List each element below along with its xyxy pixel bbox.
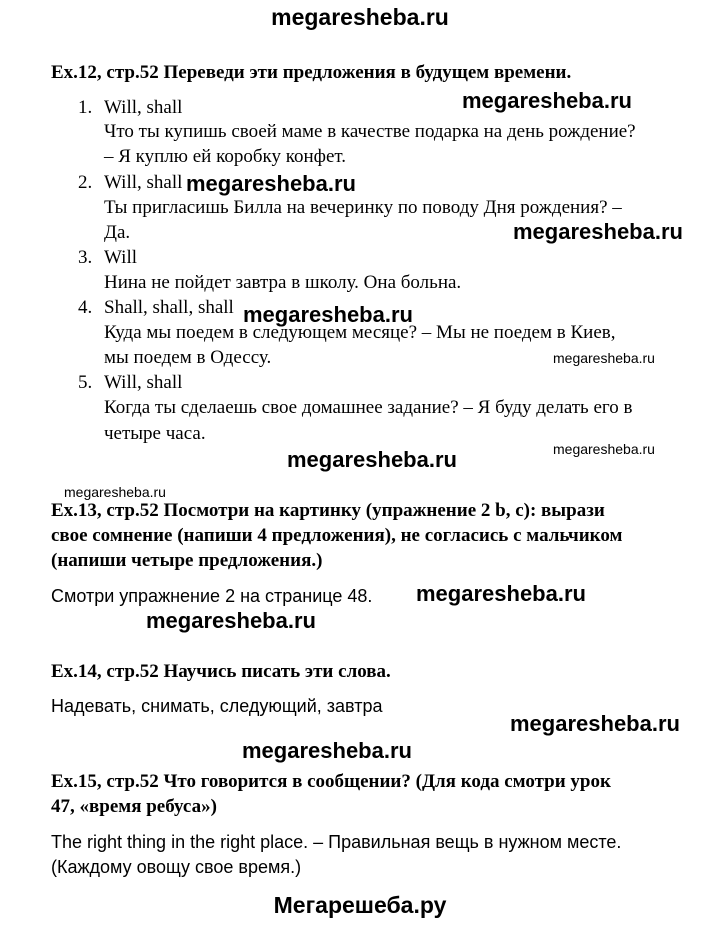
ex13-answer: Смотри упражнение 2 на странице 48.	[51, 586, 373, 606]
ex12-item-4-answer: Shall, shall, shall	[104, 297, 234, 318]
ex12-item-3-number: 3.	[78, 247, 93, 268]
ex14-title: Ex.14, стр.52 Научись писать эти слова.	[51, 661, 391, 682]
watermark: megaresheba.ru	[64, 484, 166, 500]
watermark: megaresheba.ru	[510, 711, 680, 736]
ex15-answer-line-2: (Каждому овощу свое время.)	[51, 857, 302, 877]
ex12-item-2-number: 2.	[78, 172, 93, 193]
ex14-answer: Надевать, снимать, следующий, завтра	[51, 696, 383, 716]
watermark: megaresheba.ru	[513, 219, 683, 244]
ex12-item-2-line-1: Ты пригласишь Билла на вечеринку по поводу Дня рождения? –	[104, 197, 622, 218]
footer-site-title: Мегарешеба.ру	[273, 892, 447, 918]
ex12-item-4-line-2: мы поедем в Одессу.	[104, 347, 272, 368]
watermark: megaresheba.ru	[553, 441, 655, 457]
ex12-item-2-answer: Will, shall	[104, 172, 183, 193]
ex13-title-line-1: Ex.13, стр.52 Посмотри на картинку (упражнение 2 b, c): вырази	[51, 500, 605, 521]
ex13-title-line-2: свое сомнение (напиши 4 предложения), не согласись с мальчиком	[51, 525, 623, 546]
watermark: megaresheba.ru	[462, 88, 632, 113]
ex12-item-4-number: 4.	[78, 297, 93, 318]
watermark: megaresheba.ru	[242, 738, 412, 763]
watermark: megaresheba.ru	[146, 608, 316, 633]
ex12-item-5-line-2: четыре часа.	[104, 423, 206, 444]
header-site-title: megaresheba.ru	[271, 4, 449, 30]
ex12-item-1-line-1: Что ты купишь своей маме в качестве подарка на день рождение?	[104, 121, 636, 142]
ex12-item-2-line-2: Да.	[104, 222, 131, 243]
ex12-item-1-number: 1.	[78, 97, 93, 118]
ex12-item-1-answer: Will, shall	[104, 97, 183, 118]
ex13-title-line-3: (напиши четыре предложения.)	[51, 550, 323, 571]
watermark: megaresheba.ru	[553, 350, 655, 366]
watermark: megaresheba.ru	[186, 171, 356, 196]
ex12-title: Ex.12, стр.52 Переведи эти предложения в будущем времени.	[51, 62, 572, 83]
watermark: megaresheba.ru	[416, 581, 586, 606]
watermark: megaresheba.ru	[287, 447, 457, 472]
ex12-item-4-line-1: Куда мы поедем в следующем месяце? – Мы не поедем в Киев,	[104, 322, 616, 343]
ex12-item-3-line-1: Нина не пойдет завтра в школу. Она больна.	[104, 272, 462, 293]
ex12-item-5-line-1: Когда ты сделаешь свое домашнее задание? – Я буду делать его в	[104, 397, 633, 418]
ex12-item-3-answer: Will	[104, 247, 138, 268]
ex12-item-1-line-2: – Я куплю ей коробку конфет.	[104, 146, 347, 167]
ex12-item-5-number: 5.	[78, 372, 93, 393]
ex15-title-line-2: 47, «время ребуса»)	[51, 796, 217, 817]
ex15-title-line-1: Ex.15, стр.52 Что говорится в сообщении? (Для кода смотри урок	[51, 771, 611, 792]
watermark: megaresheba.ru	[243, 302, 413, 327]
ex15-answer-line-1: The right thing in the right place. – Правильная вещь в нужном месте.	[51, 832, 622, 852]
ex12-item-5-answer: Will, shall	[104, 372, 183, 393]
